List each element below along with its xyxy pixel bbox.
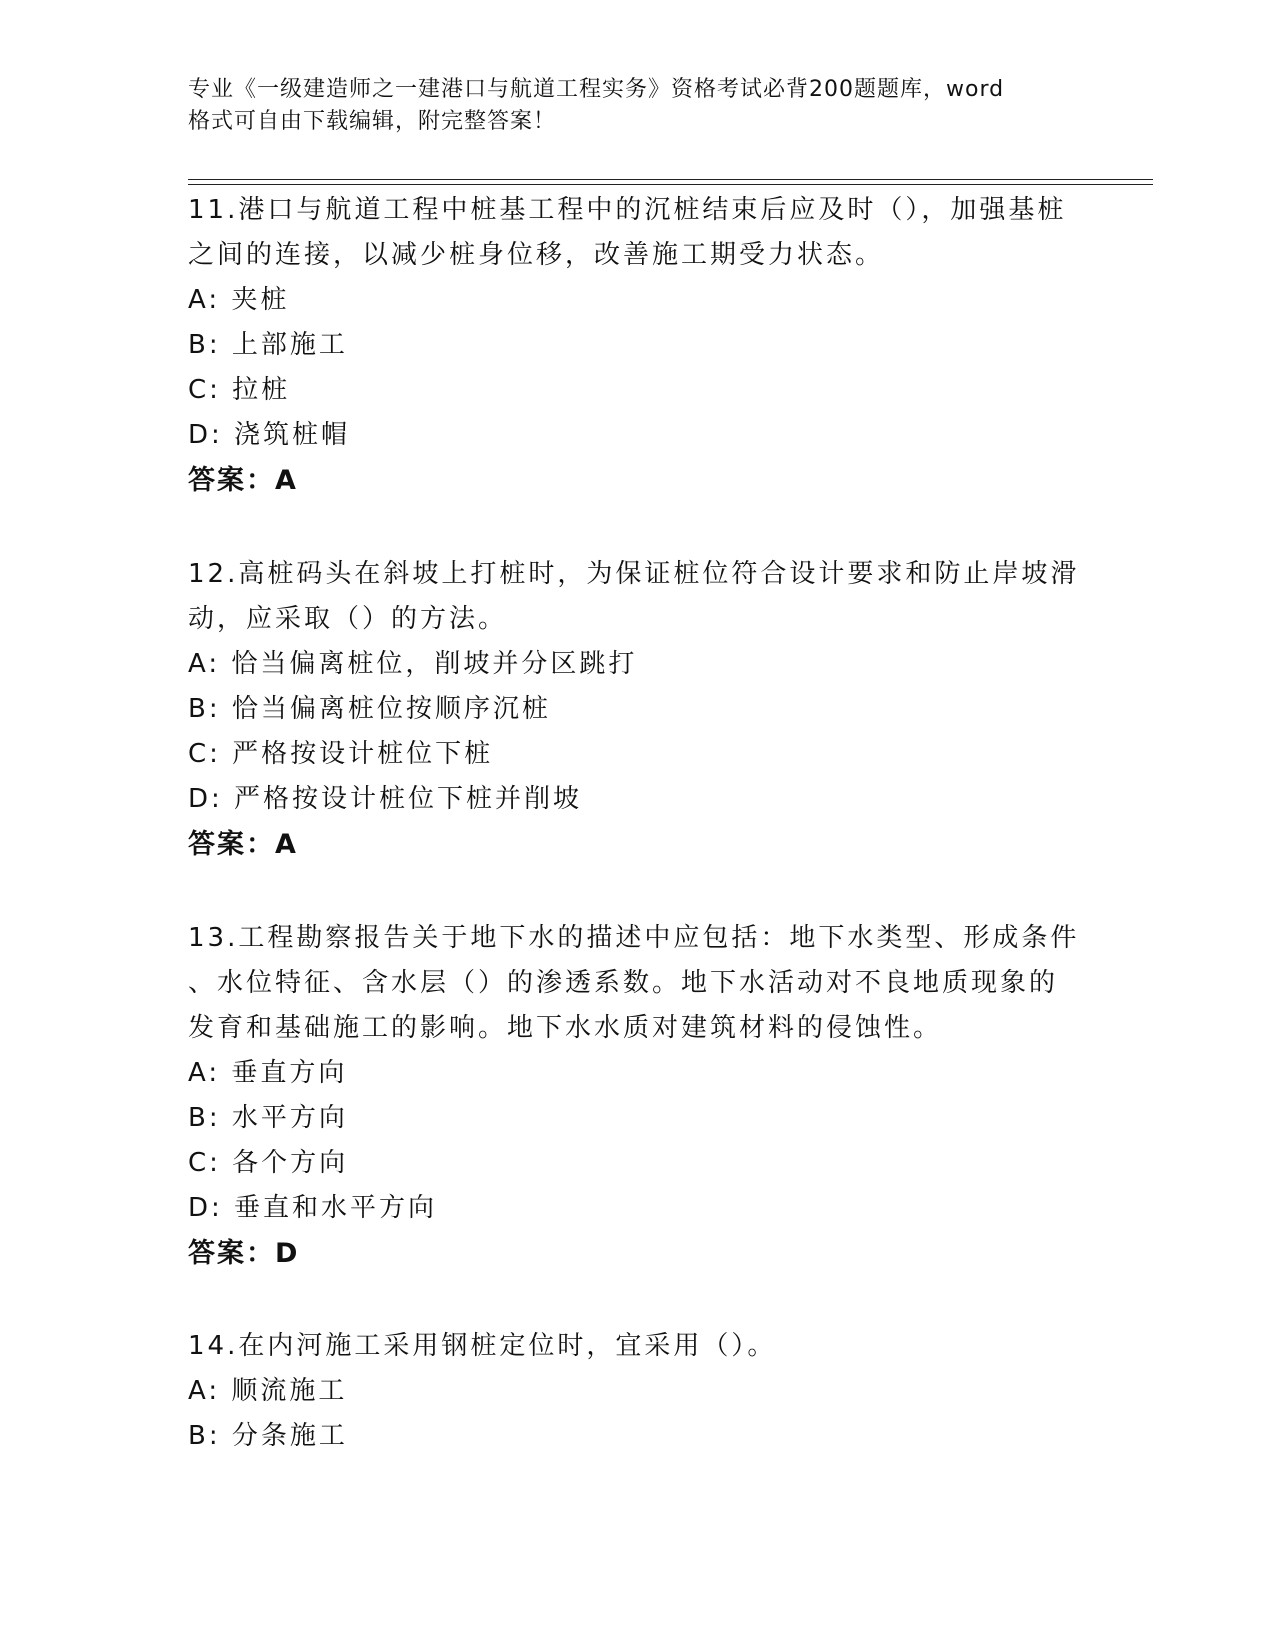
header-divider-top <box>188 179 1153 180</box>
question-12 <box>188 552 1088 867</box>
answer-line: 答案：D <box>188 1238 300 1269</box>
question-stem-line: 、水位特征、含水层（）的渗透系数。地下水活动对不良地质现象的 <box>188 968 1059 998</box>
question-stem-line: 14.在内河施工采用钢桩定位时，宜采用（）。 <box>188 1331 777 1361</box>
option-b: B: 恰当偏离桩位按顺序沉桩 <box>188 694 551 724</box>
option-d: D: 严格按设计桩位下桩并削坡 <box>188 784 583 814</box>
option-c: C: 拉桩 <box>188 375 291 405</box>
option-c: C: 严格按设计桩位下桩 <box>188 739 494 769</box>
option-d: D: 浇筑桩帽 <box>188 420 351 450</box>
question-stem-line: 动，应采取（）的方法。 <box>188 604 508 634</box>
option-b: B: 分条施工 <box>188 1421 348 1451</box>
question-stem-line: 11.港口与航道工程中桩基工程中的沉桩结束后应及时（），加强基桩 <box>188 195 1067 225</box>
option-a: A: 夹桩 <box>188 285 290 315</box>
option-c: C: 各个方向 <box>188 1148 349 1178</box>
option-a: A: 垂直方向 <box>188 1058 348 1088</box>
header-line-2: 格式可自由下载编辑，附完整答案！ <box>188 109 557 134</box>
answer-line: 答案：A <box>188 465 298 496</box>
option-b: B: 上部施工 <box>188 330 348 360</box>
document-header <box>188 74 1088 138</box>
question-13 <box>188 916 1088 1276</box>
option-a: A: 顺流施工 <box>188 1376 348 1406</box>
question-stem-line: 13.工程勘察报告关于地下水的描述中应包括：地下水类型、形成条件 <box>188 923 1080 953</box>
question-11 <box>188 188 1088 503</box>
answer-line: 答案：A <box>188 829 298 860</box>
option-a: A: 恰当偏离桩位，削坡并分区跳打 <box>188 649 638 679</box>
option-b: B: 水平方向 <box>188 1103 348 1133</box>
header-divider-bottom <box>188 184 1153 185</box>
question-stem-line: 之间的连接，以减少桩身位移，改善施工期受力状态。 <box>188 240 885 270</box>
option-d: D: 垂直和水平方向 <box>188 1193 438 1223</box>
header-line-1: 专业《一级建造师之一建港口与航道工程实务》资格考试必背200题题库，word <box>188 77 1005 102</box>
question-stem-line: 发育和基础施工的影响。地下水水质对建筑材料的侵蚀性。 <box>188 1013 943 1043</box>
question-stem-line: 12.高桩码头在斜坡上打桩时，为保证桩位符合设计要求和防止岸坡滑 <box>188 559 1080 589</box>
question-14 <box>188 1324 1088 1459</box>
